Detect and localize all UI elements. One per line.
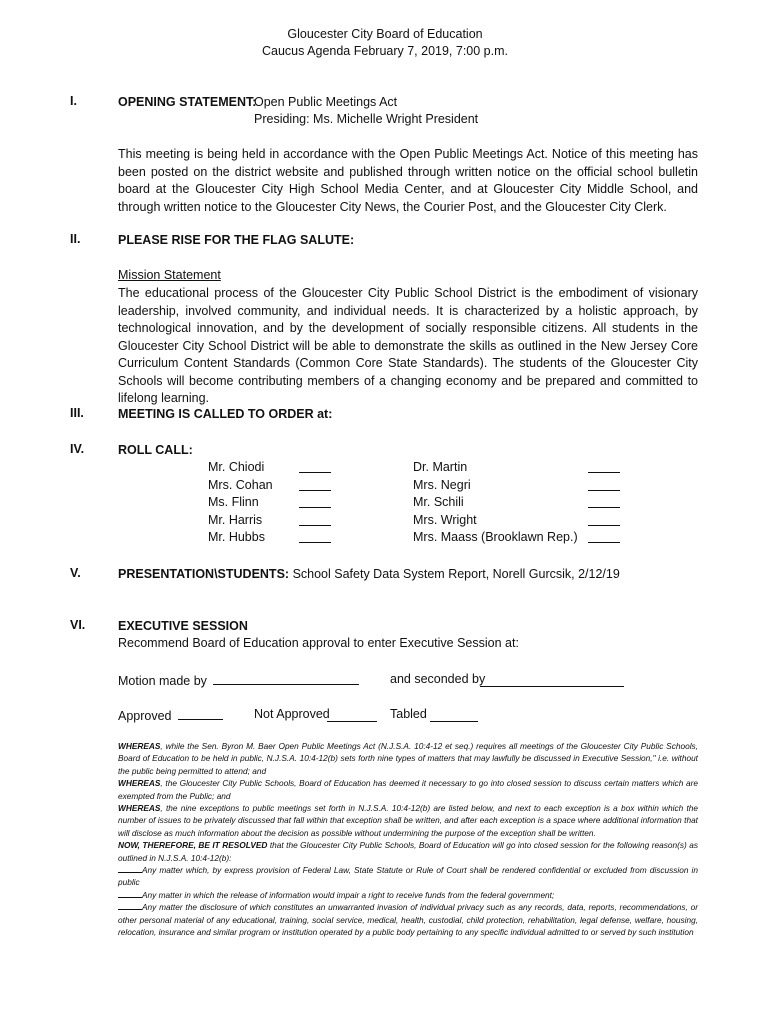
whereas-text: , the nine exceptions to public meetings set forth in N.J.S.A. 10:4-12(b) are listed below, and next to each exception is a box within which the number of issues to be privately discussed that fall within that exception shall be written, and after each exception is a space where additional information that will disclose as much information about the decision as possible without undermining the purpose of the exception shall be written. — [118, 803, 698, 838]
call-to-order-heading: MEETING IS CALLED TO ORDER at: — [118, 407, 333, 421]
roll-call-right-blanks — [588, 459, 620, 547]
roll-call-name: Mrs. Maass (Brooklawn Rep.) — [413, 530, 578, 544]
roll-call-name: Mr. Schili — [413, 495, 464, 509]
executive-session-resolution — [118, 740, 698, 939]
resolved-text: that the Gloucester City Public Schools, Board of Education will go into closed session for the following reason(s) as outlined in N.J.S.A. 10:4-12(b): — [118, 840, 698, 863]
exception-count-blank[interactable] — [118, 889, 142, 898]
opening-statement-heading — [118, 94, 698, 112]
seconded-label: and seconded by — [390, 672, 486, 686]
exception-text: Any matter in which the release of information would impair a right to receive funds from the federal government; — [142, 889, 555, 900]
whereas-lead: WHEREAS — [118, 803, 161, 814]
executive-session-recommendation: Recommend Board of Education approval to enter Executive Session at: — [118, 636, 519, 650]
tabled-label: Tabled — [390, 707, 427, 721]
mission-statement-text: The educational process of the Gloucester City Public School District is the embodiment of visionary leadership, involved community, and individual needs. It is characterized by a holistic approach, by technological innovation, and by the development of socially responsible citizens. All students in the Gloucester City School District will be able to demonstrate the skills as outlined in the New Jersey Core Curriculum Content Standards (Common Core State Standards). The students of the Gloucester City Schools will become contributing members of a changing economy and be prepared and committed to lifelong learning. — [118, 286, 698, 405]
board-name: Gloucester City Board of Education — [287, 27, 483, 41]
attendance-blank[interactable] — [588, 529, 620, 543]
motion-label: Motion made by — [118, 674, 207, 688]
exception-item — [118, 889, 698, 901]
mission-statement-title: Mission Statement — [118, 268, 221, 282]
whereas-text: , the Gloucester City Public Schools, Board of Education has deemed it necessary to go into closed session to discuss certain matters which are exempted from the Public; and — [118, 778, 698, 801]
whereas-lead: WHEREAS — [118, 741, 161, 751]
roll-call-name: Mrs. Wright — [413, 512, 477, 527]
vote-line — [118, 706, 698, 726]
presentation-text: School Safety Data System Report, Norell Gurcsik, 2/12/19 — [292, 567, 620, 581]
roll-call-name: Ms. Flinn — [208, 495, 259, 509]
agenda-title: Caucus Agenda February 7, 2019, 7:00 p.m. — [262, 44, 508, 58]
roll-call-name: Mrs. Cohan — [208, 477, 273, 492]
roll-call-name: Mrs. Negri — [413, 477, 471, 492]
section-number: VI. — [70, 618, 86, 632]
whereas-paragraph — [118, 740, 698, 777]
section-label: PRESENTATION\STUDENTS: — [118, 567, 290, 581]
approved-label: Approved — [118, 709, 172, 723]
roll-call-right-names — [413, 459, 578, 547]
roll-call-left-names — [208, 459, 273, 547]
presentation-line — [118, 566, 698, 584]
roll-call-left-blanks — [299, 459, 331, 547]
opening-statement-paragraph: This meeting is being held in accordance with the Open Public Meetings Act. Notice of this meeting has been posted on the district website and published through written notice on the official school bulletin board at the Gloucester City High School Media Center, and at Gloucester City Middle School, and through written notice to the Gloucester City News, the Courier Post, and the Gloucester City Clerk. — [118, 147, 698, 214]
attendance-blank[interactable] — [299, 494, 331, 508]
not-approved-label: Not Approved — [254, 707, 330, 721]
section-number: III. — [70, 406, 84, 420]
section-number: I. — [70, 94, 77, 108]
attendance-blank[interactable] — [588, 494, 620, 508]
roll-call-name: Mr. Harris — [208, 512, 263, 527]
resolved-lead: NOW, THEREFORE, BE IT RESOLVED — [118, 840, 268, 851]
exception-item — [118, 901, 698, 938]
attendance-blank[interactable] — [299, 459, 331, 473]
opening-statement-act: Open Public Meetings Act — [254, 95, 398, 109]
seconded-by-blank[interactable] — [480, 673, 624, 687]
whereas-lead: WHEREAS — [118, 778, 161, 789]
attendance-blank[interactable] — [299, 512, 331, 526]
whereas-paragraph — [118, 777, 698, 802]
approved-blank[interactable] — [178, 706, 223, 720]
attendance-blank[interactable] — [299, 477, 331, 491]
whereas-paragraph — [118, 802, 698, 839]
resolved-paragraph — [118, 839, 698, 864]
roll-call-heading: ROLL CALL: — [118, 443, 193, 457]
attendance-blank[interactable] — [588, 459, 620, 473]
whereas-text: , while the Sen. Byron M. Baer Open Public Meetings Act (N.J.S.A. 10:4-12 et seq.) requires all meetings of the Gloucester City Public Schools, Board of Education to be held in public, N.J.S.A. 10:4-12(b) sets forth nine types of matters that may lawfully be discussed in Executive Session," i.e. without the public being permitted to attend; and — [118, 741, 698, 776]
not-approved-blank[interactable] — [327, 708, 377, 722]
roll-call-name: Dr. Martin — [413, 460, 468, 474]
section-label: OPENING STATEMENT: — [118, 95, 257, 109]
exception-text: Any matter the disclosure of which constitutes an unwarranted invasion of individual privacy such as any records, data, reports, recommendations, or other personal material of any educational, training, social service, medical, health, custodial, child protection, rehabilitation, legal defense, welfare, housing, relocation, insurance and similar program or institution operated by a public body pertaining to any specific individual admitted to or served by such institution — [118, 902, 698, 938]
document-header — [0, 26, 770, 60]
attendance-blank[interactable] — [588, 477, 620, 491]
exception-count-blank[interactable] — [118, 901, 142, 910]
attendance-blank[interactable] — [299, 529, 331, 543]
motion-line — [118, 671, 698, 691]
presiding-line: Presiding: Ms. Michelle Wright President — [254, 112, 479, 126]
motion-made-by-blank[interactable] — [213, 671, 359, 685]
flag-salute-heading: PLEASE RISE FOR THE FLAG SALUTE: — [118, 233, 355, 247]
tabled-blank[interactable] — [430, 708, 478, 722]
section-number: V. — [70, 566, 81, 580]
exception-count-blank[interactable] — [118, 864, 142, 873]
section-number: IV. — [70, 442, 85, 456]
executive-session-heading: EXECUTIVE SESSION — [118, 619, 248, 633]
attendance-blank[interactable] — [588, 512, 620, 526]
roll-call-name: Mr. Chiodi — [208, 460, 265, 474]
section-number: II. — [70, 232, 81, 246]
roll-call-name: Mr. Hubbs — [208, 530, 265, 544]
exception-item — [118, 864, 698, 889]
exception-text: Any matter which, by express provision of Federal Law, State Statute or Rule of Court shall be rendered confidential or excluded from discussion in public — [118, 865, 698, 888]
